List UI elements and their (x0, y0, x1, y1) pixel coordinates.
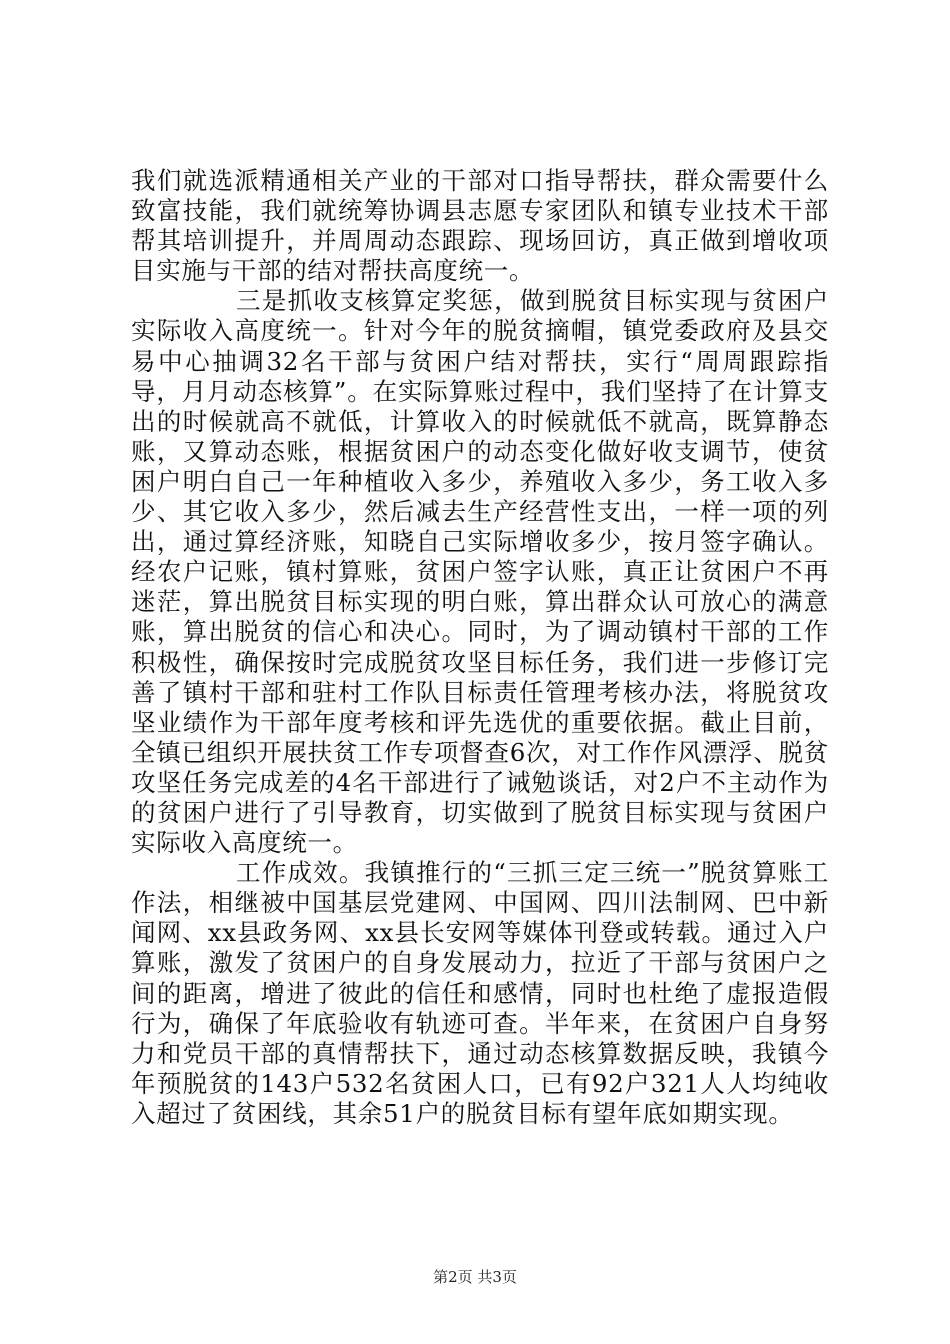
paragraph-income-accounting: 三是抓收支核算定奖惩，做到脱贫目标实现与贫困户实际收入高度统一。针对今年的脱贫摘帽，镇党委政府及县交易中心抽调32名干部与贫困户结对帮扶，实行“周周跟踪指导，月月动态核算”。在实际算账过程中，我们坚持了在计算支出的时候就高不就低，计算收入的时候就低不就高，既算静态账，又算动态账，根据贫困户的动态变化做好收支调节，使贫困户明白自己一年种植收入多少，养殖收入多少，务工收入多少、其它收入多少，然后减去生产经营性支出，一样一项的列出，通过算经济账，知晓自己实际增收多少，按月签字确认。经农户记账，镇村算账，贫困户签字认账，真正让贫困户不再迷茫，算出脱贫目标实现的明白账，算出群众认可放心的满意账，算出脱贫的信心和决心。同时，为了调动镇村干部的工作积极性，确保按时完成脱贫攻坚目标任务，我们进一步修订完善了镇村干部和驻村工作队目标责任管理考核办法，将脱贫攻坚业绩作为干部年度考核和评先选优的重要依据。截止目前，全镇已组织开展扶贫工作专项督查6次，对工作作风漂浮、脱贫攻坚任务完成差的4名干部进行了诫勉谈话，对2户不主动作为的贫困户进行了引导教育，切实做到了脱贫目标实现与贫困户实际收入高度统一。 (131, 286, 829, 858)
page-footer: 第2页 共3页 (433, 1268, 517, 1286)
paragraph-work-results: 工作成效。我镇推行的“三抓三定三统一”脱贫算账工作法，相继被中国基层党建网、中国网、四川法制网、巴中新闻网、xx县政务网、xx县长安网等媒体刊登或转载。通过入户算账，激发了贫困户的自身发展动力，拉近了干部与贫困户之间的距离，增进了彼此的信任和感情，同时也杜绝了虚报造假行为，确保了年底验收有轨迹可查。半年来，在贫困户自身努力和党员干部的真情帮扶下，通过动态核算数据反映，我镇今年预脱贫的143户532名贫困人口，已有92户321人人均纯收入超过了贫困线，其余51户的脱贫目标有望年底如期实现。 (131, 858, 829, 1128)
paragraph-continuation: 我们就选派精通相关产业的干部对口指导帮扶，群众需要什么致富技能，我们就统筹协调县志愿专家团队和镇专业技术干部帮其培训提升，并周周动态跟踪、现场回访，真正做到增收项目实施与干部的结对帮扶高度统一。 (131, 166, 829, 286)
document-body (131, 166, 829, 1129)
